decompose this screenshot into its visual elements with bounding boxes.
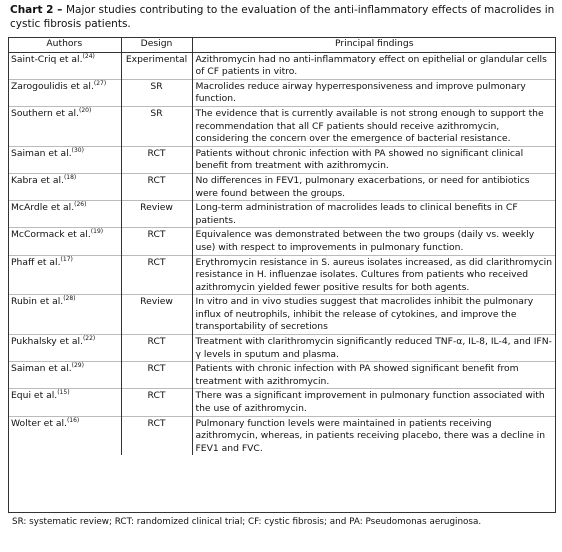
- author-cell: [8, 106, 121, 146]
- reference-number: (27): [93, 79, 107, 87]
- reference-number: (22): [82, 335, 96, 342]
- table-row: [8, 106, 556, 146]
- reference-number: (28): [63, 295, 76, 303]
- author-cell: [8, 362, 121, 389]
- author-name: Pukhalsky et al.: [11, 336, 83, 348]
- author-cell: [8, 416, 121, 455]
- header-design: Design: [121, 37, 192, 52]
- table-row: [8, 146, 556, 173]
- author-name: McCormack et al.: [11, 229, 91, 241]
- author-cell: [8, 255, 121, 295]
- table-row: [8, 362, 556, 389]
- reference-number: (17): [60, 255, 73, 263]
- header-findings: Principal findings: [192, 37, 556, 52]
- caption-text: Major studies contributing to the evaluation of the anti-inflammatory effects of macrolides in cystic fibrosis patients.: [10, 4, 555, 30]
- table-row: [8, 335, 556, 362]
- finding-cell: Long-term administration of macrolides leads to clinical benefits in CF patients.: [192, 201, 556, 228]
- table-row: [8, 52, 556, 79]
- design-cell: Review: [121, 201, 192, 228]
- finding-cell: Macrolides reduce airway hyperresponsiveness and improve pulmonary function.: [192, 79, 556, 106]
- studies-table: [8, 37, 556, 455]
- finding-cell: Patients with chronic infection with PA showed significant benefit from treatment with azithromycin.: [192, 362, 556, 389]
- author-cell: [8, 295, 121, 335]
- author-name: Equi et al.: [11, 390, 58, 402]
- author-cell: [8, 228, 121, 255]
- design-cell: Review: [121, 295, 192, 335]
- finding-cell: No differences in FEV1, pulmonary exacerbations, or need for antibiotics were found between the groups.: [192, 173, 556, 200]
- design-cell: Experimental: [121, 52, 192, 79]
- author-cell: [8, 52, 121, 79]
- design-cell: RCT: [121, 362, 192, 389]
- finding-cell: Treatment with clarithromycin significantly reduced TNF-α, IL-8, IL-4, and IFN-γ levels in sputum and plasma.: [192, 335, 556, 362]
- finding-cell: Azithromycin had no anti-inflammatory effect on epithelial or glandular cells of CF patients in vitro.: [192, 52, 556, 79]
- header-row: [8, 37, 556, 52]
- author-cell: [8, 79, 121, 106]
- reference-number: (24): [82, 52, 95, 60]
- design-cell: RCT: [121, 255, 192, 295]
- author-cell: [8, 146, 121, 173]
- table-row: [8, 389, 556, 416]
- author-name: Saint-Criq et al.: [11, 53, 83, 65]
- design-cell: RCT: [121, 416, 192, 455]
- design-cell: RCT: [121, 335, 192, 362]
- design-cell: RCT: [121, 173, 192, 200]
- table-caption: [10, 3, 555, 31]
- author-name: Saiman et al.: [11, 147, 72, 159]
- table-footnote: SR: systematic review; RCT: randomized clinical trial; CF: cystic fibrosis; and PA: Pseudomonas aeruginosa.: [12, 517, 482, 527]
- author-name: Saiman et al.: [11, 363, 72, 375]
- reference-number: (29): [71, 362, 84, 370]
- reference-number: (30): [71, 146, 84, 154]
- table-row: [8, 173, 556, 200]
- author-name: Phaff et al.: [11, 256, 61, 268]
- author-name: Kabra et al.: [11, 174, 64, 186]
- header-authors: Authors: [46, 38, 83, 49]
- reference-number: (26): [74, 201, 87, 209]
- design-cell: SR: [121, 79, 192, 106]
- author-cell: [8, 335, 121, 362]
- caption-label: Chart 2 –: [10, 4, 66, 16]
- table-row: [8, 255, 556, 295]
- design-cell: RCT: [121, 389, 192, 416]
- table-row: [8, 201, 556, 228]
- finding-cell: Erythromycin resistance in S. aureus isolates increased, as did clarithromycin resistance in H. influenzae isolates. Cultures from patients who received azithromycin yielded fewer positive results for both agents.: [192, 255, 556, 295]
- table-body: [8, 52, 556, 455]
- author-name: McArdle et al.: [11, 202, 75, 214]
- author-cell: [8, 201, 121, 228]
- finding-cell: In vitro and in vivo studies suggest that macrolides inhibit the pulmonary influx of neutrophils, inhibit the release of cytokines, and improve the transportability of secretions: [192, 295, 556, 335]
- author-cell: [8, 389, 121, 416]
- table-row: [8, 416, 556, 455]
- finding-cell: There was a significant improvement in pulmonary function associated with the use of azithromycin.: [192, 389, 556, 416]
- finding-cell: Patients without chronic infection with PA showed no significant clinical benefit from treatment with azithromycin.: [192, 146, 556, 173]
- author-name: Zarogoulidis et al.: [11, 80, 94, 92]
- finding-cell: The evidence that is currently available is not strong enough to support the recommendation that all CF patients should receive azithromycin, considering the concern over the emergence of bacterial resistance.: [192, 106, 556, 146]
- reference-number: (20): [79, 106, 92, 114]
- design-cell: RCT: [121, 228, 192, 255]
- author-name: Wolter et al.: [11, 417, 67, 429]
- author-cell: [8, 173, 121, 200]
- finding-cell: Equivalence was demonstrated between the two groups (daily vs. weekly use) with respect to improvements in pulmonary function.: [192, 228, 556, 255]
- design-cell: RCT: [121, 146, 192, 173]
- author-name: Rubin et al.: [11, 296, 64, 308]
- design-cell: SR: [121, 106, 192, 146]
- reference-number: (15): [57, 389, 70, 397]
- reference-number: (18): [63, 173, 77, 181]
- author-name: Southern et al.: [11, 107, 79, 119]
- reference-number: (19): [90, 228, 104, 236]
- finding-cell: Pulmonary function levels were maintained in patients receiving azithromycin, whereas, in patients receiving placebo, there was a decline in FEV1 and FVC.: [192, 416, 556, 455]
- table-row: [8, 79, 556, 106]
- table-row: [8, 295, 556, 335]
- reference-number: (16): [66, 416, 80, 424]
- table-row: [8, 228, 556, 255]
